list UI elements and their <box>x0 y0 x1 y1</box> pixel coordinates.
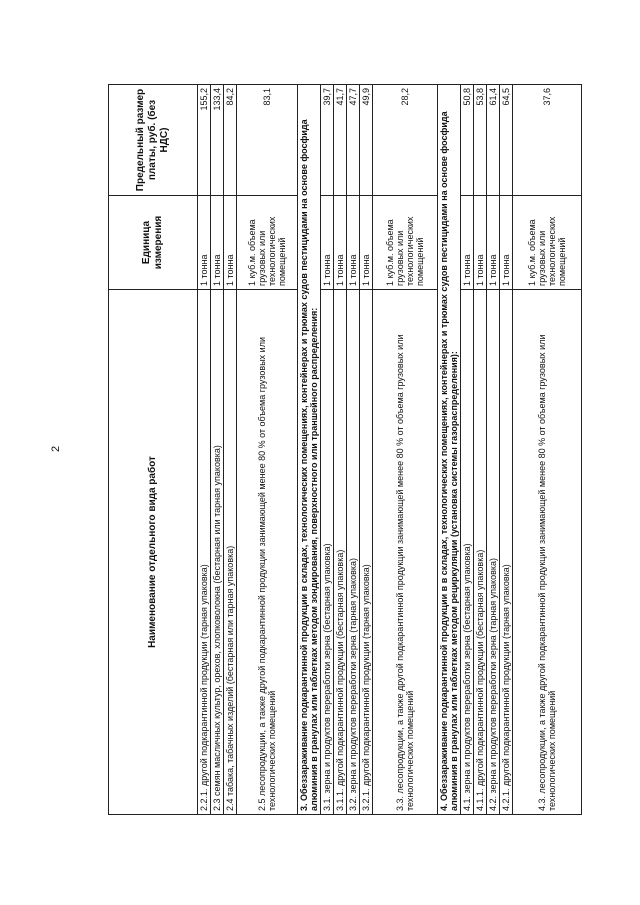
table-row <box>198 85 211 815</box>
row-name: 2.2.1. другой подкарантинной продукции (тарная упаковка) <box>198 290 211 815</box>
row-name: 3.1. зерна и продуктов переработки зерна (бестарная упаковка) <box>321 290 334 815</box>
row-price: 50,8 <box>461 85 474 196</box>
row-price: 41,7 <box>334 85 347 196</box>
row-name: 4.2.1. другой подкарантинной продукции (тарная упаковка) <box>500 290 513 815</box>
row-name: 3.2.1. другой подкарантинной продукции (тарная упаковка) <box>360 290 373 815</box>
section-row <box>438 85 461 815</box>
table-row <box>237 85 298 815</box>
row-name: 3.2. зерна и продуктов переработки зерна (тарная упаковка) <box>347 290 360 815</box>
row-unit: 1 тонна <box>347 196 360 290</box>
row-unit: 1 тонна <box>487 196 500 290</box>
row-price: 53,8 <box>474 85 487 196</box>
row-price: 64,5 <box>500 85 513 196</box>
rotated-table-container <box>108 85 567 815</box>
table-row <box>500 85 513 815</box>
row-price: 47,7 <box>347 85 360 196</box>
row-price: 49,9 <box>360 85 373 196</box>
table-row <box>461 85 474 815</box>
header-unit: Единица измерения <box>109 196 198 290</box>
row-name: 4.2. зерна и продуктов переработки зерна (тарная упаковка) <box>487 290 500 815</box>
table-row <box>211 85 224 815</box>
row-unit: 1 куб.м. объема грузовых или технологических помещений <box>513 196 582 290</box>
row-name: 4.1.1. другой подкарантинной продукции (бестарная упаковка) <box>474 290 487 815</box>
section-row <box>298 85 321 815</box>
row-name: 4.3. лесопродукции, а также другой подкарантинной продукции занимающей менее 80 % от объема грузовых или технологических помещений <box>513 290 582 815</box>
row-unit: 1 тонна <box>474 196 487 290</box>
page-number: 2 <box>50 445 62 452</box>
row-unit: 1 куб.м. объема грузовых или технологических помещений <box>237 196 298 290</box>
table-row <box>513 85 582 815</box>
row-price: 83,1 <box>237 85 298 196</box>
row-unit: 1 тонна <box>360 196 373 290</box>
row-name: 2.4 табака, табачных изделий (бестарная или тарная упаковка) <box>224 290 237 815</box>
price-table <box>108 84 582 815</box>
row-unit: 1 тонна <box>224 196 237 290</box>
row-unit: 1 тонна <box>211 196 224 290</box>
row-unit: 1 тонна <box>334 196 347 290</box>
row-name: 3.3. лесопродукции, а также другой подкарантинной продукции занимающей менее 80 % от объема грузовых или технологических помещений <box>373 290 438 815</box>
row-unit: 1 тонна <box>198 196 211 290</box>
row-price: 39,7 <box>321 85 334 196</box>
table-row <box>474 85 487 815</box>
row-price: 61,4 <box>487 85 500 196</box>
row-price: 28,2 <box>373 85 438 196</box>
table-row <box>360 85 373 815</box>
row-price: 133,4 <box>211 85 224 196</box>
header-price: Предельный размер платы, руб. (без НДС) <box>109 85 198 196</box>
table-row <box>347 85 360 815</box>
row-price: 155,2 <box>198 85 211 196</box>
row-name: 4.1. зерна и продуктов переработки зерна (бестарная упаковка) <box>461 290 474 815</box>
row-unit: 1 тонна <box>321 196 334 290</box>
row-unit: 1 тонна <box>500 196 513 290</box>
table-row <box>487 85 500 815</box>
row-name: 2.3 семян масличных культур, орехов, хлопковолокна (бестарная или тарная упаковка) <box>211 290 224 815</box>
table-row <box>321 85 334 815</box>
row-price: 37,6 <box>513 85 582 196</box>
row-unit: 1 куб.м. объема грузовых или технологических помещений <box>373 196 438 290</box>
section-title: 4. Обеззараживание подкарантинной продукции в в складах, технологических помещениях, контейнерах и трюмах судов пестицидами на основе фосфида алюминия в гранулах или таблетках методом рециркуляции (установка системы газораспределения): <box>438 85 461 815</box>
header-name: Наименование отдельного вида работ <box>109 290 198 815</box>
table-row <box>224 85 237 815</box>
row-name: 2.5 лесопродукции, а также другой подкарантинной продукции занимающей менее 80 % от объема грузовых или технологических помещений <box>237 290 298 815</box>
row-name: 3.1.1. другой подкарантинной продукции (бестарная упаковка) <box>334 290 347 815</box>
table-header-row <box>109 85 198 815</box>
section-title: 3. Обеззараживание подкарантинной продукции в складах, технологических помещениях, контейнерах и трюмах судов пестицидами на основе фосфида алюминия в гранулах или таблетках методом зондирования, поверхностного или траншейного распределения: <box>298 85 321 815</box>
row-price: 84,2 <box>224 85 237 196</box>
table-row <box>334 85 347 815</box>
table-row <box>373 85 438 815</box>
row-unit: 1 тонна <box>461 196 474 290</box>
